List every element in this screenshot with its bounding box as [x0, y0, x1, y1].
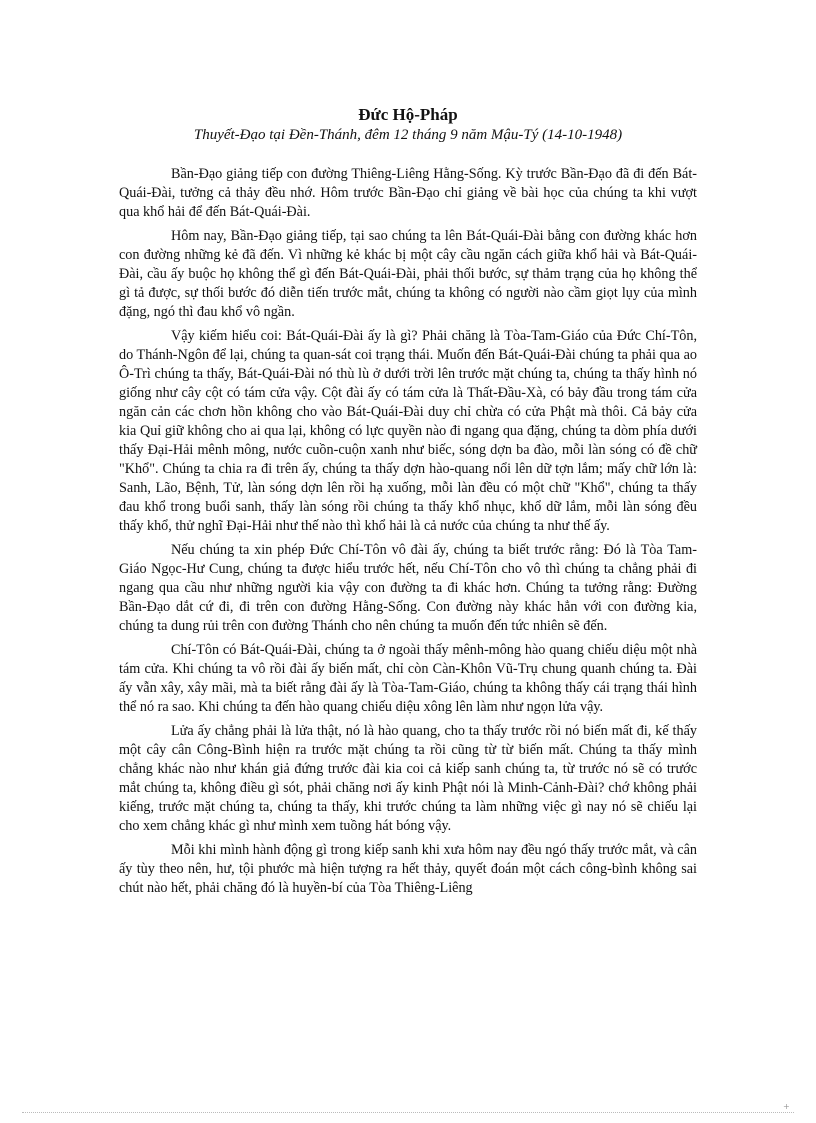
paragraph: Nếu chúng ta xin phép Đức Chí-Tôn vô đài ấy, chúng ta biết trước rằng: Đó là Tòa Tam-Giáo Ngọc-Hư Cung, chúng ta được hiểu trước hết, nếu Chí-Tôn cho vô thì chúng ta chẳng phải đi ngang qua cầu như những người kia vậy con đường ta đi khác hơn. Chúng ta tưởng rằng: Đường Bần-Đạo dắt cứ đi, đi trên con đường Hằng-Sống. Con đường này khác hẳn với con đường kia, chúng ta dung rủi trên con đường Thánh cho nên chúng ta muốn đến tức nhiên sẽ đến.	[119, 542, 697, 634]
paragraph: Bần-Đạo giảng tiếp con đường Thiêng-Liêng Hằng-Sống. Kỳ trước Bần-Đạo đã đi đến Bát-Quái-Đài, tưởng cả thảy đều nhớ. Hôm trước Bần-Đạo chỉ giảng về bài học của chúng ta khi vượt qua khổ hải để đến Bát-Quái-Đài.	[119, 166, 697, 220]
page-bottom-divider	[22, 1112, 794, 1113]
document-body	[119, 165, 697, 903]
page-subtitle: Thuyết-Đạo tại Đền-Thánh, đêm 12 tháng 9 năm Mậu-Tý (14-10-1948)	[193, 127, 623, 143]
paragraph: Vậy kiếm hiểu coi: Bát-Quái-Đài ấy là gì? Phải chăng là Tòa-Tam-Giáo của Đức Chí-Tôn, do Thánh-Ngôn để lại, chúng ta quan-sát coi trạng thái. Muốn đến Bát-Quái-Đài chúng ta phải qua ao Ô-Trì chúng ta thấy, Bát-Quái-Đài nó thù lù ở dưới trời lên trước mặt chúng ta, chúng ta thấy hình nó giống như cây cột có tám cửa vậy. Cột đài ấy có tám cửa là Thất-Đầu-Xà, có bảy đầu trong tám cửa ngăn cản các chơn hồn không cho vào Bát-Quái-Đài duy chỉ chừa có cửa Phật mà thôi. Cả bảy cửa kia Quỉ giữ không cho ai qua lại, không có lực quyền nào đi ngang qua đặng, chúng ta dòm phía dưới thấy Đại-Hải mênh mông, nước cuồn-cuộn xanh như biếc, sóng dợn ba đào, mỗi làn sóng có đề chữ "Khổ". Chúng ta chia ra đi trên ấy, chúng ta thấy dợn hào-quang nổi lên dữ tợn lắm; mấy chữ lớn là: Sanh, Lão, Bệnh, Tử, làn sóng dợn lên rồi hạ xuống, mỗi làn đều có một chữ "Khổ", chúng ta thấy đau khổ trong buổi sanh, thấy làn sóng rồi chúng ta thấy khổ nhục, khổ dữ lắm, mỗi làn sóng đều thấy khổ, thử nghĩ Đại-Hải như thế nào thì khổ hải là cả nước của chúng ta như thế ấy.	[119, 328, 697, 534]
page-corner-mark: +	[783, 1102, 790, 1111]
paragraph: Chí-Tôn có Bát-Quái-Đài, chúng ta ở ngoài thấy mênh-mông hào quang chiếu diệu một nhà tám cửa. Khi chúng ta vô rồi đài ấy biến mất, chỉ còn Càn-Khôn Vũ-Trụ chung quanh chúng ta. Đài ấy vẫn xây, xây mãi, mà ta biết rằng đài ấy là Tòa-Tam-Giáo, chúng ta không thấy cái trạng thái hình thể nó ra sao. Khi chúng ta đến hào quang chiếu diệu xông lên làm như ngọn lửa vậy.	[119, 642, 697, 715]
paragraph: Mỗi khi mình hành động gì trong kiếp sanh khi xưa hôm nay đều ngó thấy trước mắt, và cân ấy tùy theo nên, hư, tội phước mà hiện tượng ra hết thảy, quyết đoán một cách công-bình không sai chút nào hết, phải chăng đó là huyền-bí của Tòa Thiêng-Liêng	[119, 842, 697, 896]
page-title: Đức Hộ-Pháp	[358, 105, 458, 124]
paragraph: Hôm nay, Bần-Đạo giảng tiếp, tại sao chúng ta lên Bát-Quái-Đài bằng con đường khác hơn con đường những kẻ đã đến. Vì những kẻ khác bị một cây cầu ngăn cách giữa khổ hải và Bát-Quái-Đài, cầu ấy buộc họ không thể gì đến Bát-Quái-Đài, phải thối bước, sự thảm trạng của họ không thể gì tả được, sự thối bước đó diễn tiến trước mắt, chúng ta không có người nào cầm giọt lụy của mình đặng, ngó thì đau khổ vô ngần.	[119, 228, 697, 320]
paragraph: Lửa ấy chẳng phải là lửa thật, nó là hào quang, cho ta thấy trước rồi nó biến mất đi, kế thấy một cây cân Công-Bình hiện ra trước mặt chúng ta rồi cũng từ từ biến mất. Chúng ta thấy mình chẳng khác nào như khán giả đứng trước đài kia coi cả kiếp sanh chúng ta, từ trước nó sẽ có trước mắt chúng ta, không điều gì sót, phải chăng nơi ấy kinh Phật nói là Minh-Cảnh-Đài? chớ không phải kiếng, trước mặt chúng ta, chúng ta thấy, khi trước chúng ta làm những việc gì nay nó sẽ chiếu lại cho xem chẳng khác gì như mình xem tuồng hát bóng vậy.	[119, 723, 697, 834]
